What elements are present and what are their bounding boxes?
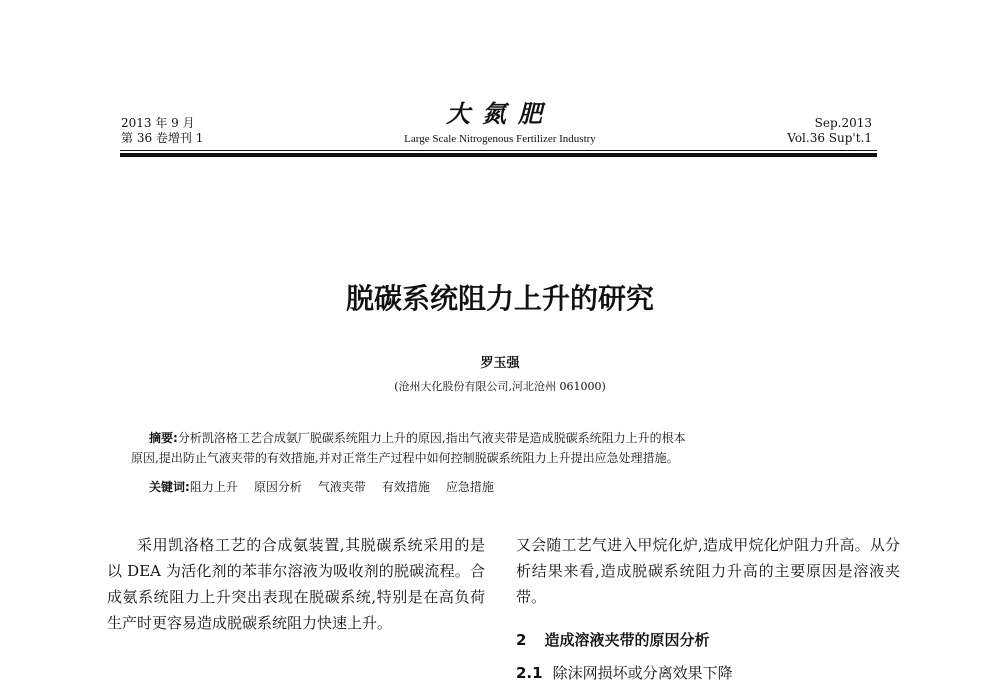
abstract-label: 摘要:	[149, 431, 178, 445]
journal-date-en: Sep.2013	[814, 116, 872, 130]
section-number: 2	[516, 631, 527, 649]
journal-logo: 大氮肥	[446, 99, 554, 128]
body-paragraph: 又会随工艺气进入甲烷化炉,造成甲烷化炉阻力升高。从分析结果来看,造成脱碳系统阻力升高的主要原因是溶液夹带。	[516, 536, 900, 606]
keyword: 应急措施	[445, 480, 494, 494]
body-column-left	[107, 532, 485, 636]
journal-volume: 第 36 卷增刊 1	[121, 131, 204, 145]
journal-date-volume-en	[787, 116, 872, 146]
article-author: 罗玉强	[480, 356, 520, 371]
journal-english-name: Large Scale Nitrogenous Fertilizer Industry	[404, 133, 596, 145]
author-affiliation: (沧州大化股份有限公司,河北沧州 061000)	[394, 380, 606, 393]
header-rule-thick	[120, 153, 877, 157]
abstract-line-2: 原因,提出防止气液夹带的有效措施,并对正常生产过程中如何控制脱碳系统阻力上升提出应急处理措施。	[131, 451, 679, 465]
journal-volume-en: Vol.36 Sup't.1	[787, 131, 872, 145]
journal-date-volume	[121, 116, 203, 146]
article-title: 脱碳系统阻力上升的研究	[345, 282, 654, 315]
journal-date: 2013 年 9 月	[121, 116, 195, 130]
body-paragraph: 采用凯洛格工艺的合成氨装置,其脱碳系统采用的是以 DEA 为活化剂的苯菲尔溶液为吸收剂的脱碳流程。合成氨系统阻力上升突出表现在脱碳系统,特别是在高负荷生产时更容易造成脱碳系统阻力快速上升。	[107, 536, 485, 632]
subsection-number: 2.1	[516, 664, 543, 682]
abstract-text-1: 分析凯洛格工艺合成氨厂脱碳系统阻力上升的原因,指出气液夹带是造成脱碳系统阻力上升的根本	[177, 431, 686, 445]
section-title: 造成溶液夹带的原因分析	[544, 631, 710, 649]
abstract	[131, 428, 871, 468]
body-column-right	[516, 532, 900, 610]
keywords	[149, 478, 510, 496]
journal-masthead	[330, 100, 670, 146]
keyword: 气液夹带	[317, 480, 366, 494]
header-rule-thin	[120, 150, 877, 151]
keyword: 阻力上升	[189, 480, 238, 494]
keyword: 有效措施	[381, 480, 430, 494]
abstract-line-1	[131, 428, 871, 448]
subsection-title: 除沫网损坏或分离效果下降	[552, 664, 733, 682]
section-heading-2	[516, 630, 709, 650]
subsection-heading-2-1	[516, 663, 733, 683]
keywords-label: 关键词:	[149, 480, 190, 494]
keyword: 原因分析	[253, 480, 302, 494]
